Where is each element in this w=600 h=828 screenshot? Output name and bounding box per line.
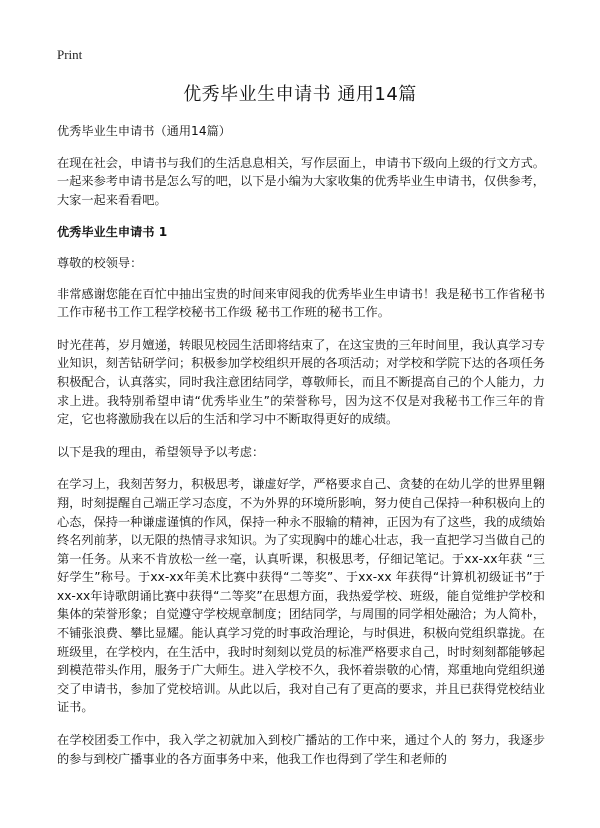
section-heading: 优秀毕业生申请书 1 bbox=[57, 225, 168, 240]
document-title: 优秀毕业生申请书 通用14篇 bbox=[183, 84, 417, 105]
document-body bbox=[57, 122, 545, 782]
body-paragraph: 时光荏苒，岁月嬗递，转眼见校园生活即将结束了，在这宝贵的三年时间里，我认真学习专业知识，刻苦钻研学问；积极参加学校组织开展的各项活动；对学校和学院下达的各项任务积极配合，认真落实，同时我注意团结同学，尊敬师长，而且不断提高自己的个人能力，力求上进。我特别希望申请“优秀毕业生”的荣誉称号，因为这不仅是对我秘书工作三年的肯定，它也将激励我在以后的生活和学习中不断取得更好的成绩。 bbox=[57, 337, 545, 427]
intro-paragraph: 在现在社会，申请书与我们的生活息息相关，写作层面上，申请书下级向上级的行文方式。一起来参考申请书是怎么写的吧，以下是小编为大家收集的优秀毕业生申请书，仅供参考，大家一起来看看吧。 bbox=[57, 155, 545, 207]
body-paragraph: 在学习上，我刻苦努力，积极思考，谦虚好学，严格要求自己、贪婪的在幼儿学的世界里翱翔，时刻提醒自己端正学习态度，不为外界的环境所影响，努力使自己保持一种积极向上的心态，保持一种谦虚谨慎的作风，保持一种永不服输的精神，正因为有了这些，我的成绩始终名列前茅，以无限的热情寻求知识。为了实现胸中的雄心壮志，我一直把学习当做自己的第一任务。从来不肯放松一丝一毫，认真听课，积极思考，仔细记笔记。于xx-xx年获 “三好学生”称号。于xx-xx年美术比赛中获得“二等奖”、于xx-xx 年获得“计算机初级证书”于xx-xx年诗歌朗诵比赛中获得“二等奖”在思想方面，我热爱学校、班级，能自觉维护学校和集体的荣誉形象；自觉遵守学校规章制度；团结同学，与周围的同学相处融洽；为人简朴，不铺张浪费、攀比显耀。能认真学习党的时事政治理论，与时俱进，积极向党组织靠拢。在班级里，在学校内，在生活中，我时时刻刻以党员的标准严格要求自己，时时刻刻都能够起到模范带头作用，服务于广大师生。进入学校不久，我怀着崇敬的心情，郑重地向党组织递交了申请书，参加了党校培训。从此以后，我对自己有了更高的要求，并且已获得党校结业证书。 bbox=[57, 477, 545, 715]
body-paragraph: 非常感谢您能在百忙中抽出宝贵的时间来审阅我的优秀毕业生申请书！我是秘书工作省秘书工作市秘书工作工程学校秘书工作级 秘书工作班的秘书工作。 bbox=[57, 286, 545, 320]
document-subtitle: 优秀毕业生申请书（通用14篇） bbox=[57, 124, 231, 138]
salutation: 尊敬的校领导： bbox=[57, 255, 143, 270]
print-link[interactable]: Print bbox=[57, 47, 83, 62]
body-paragraph: 以下是我的理由，希望领导予以考虑： bbox=[57, 444, 265, 459]
body-paragraph: 在学校团委工作中，我入学之初就加入到校广播站的工作中来，通过个人的 努力，我逐步的参与到校广播事业的各方面事务中来，他我工作也得到了学生和老师的 bbox=[57, 733, 545, 766]
